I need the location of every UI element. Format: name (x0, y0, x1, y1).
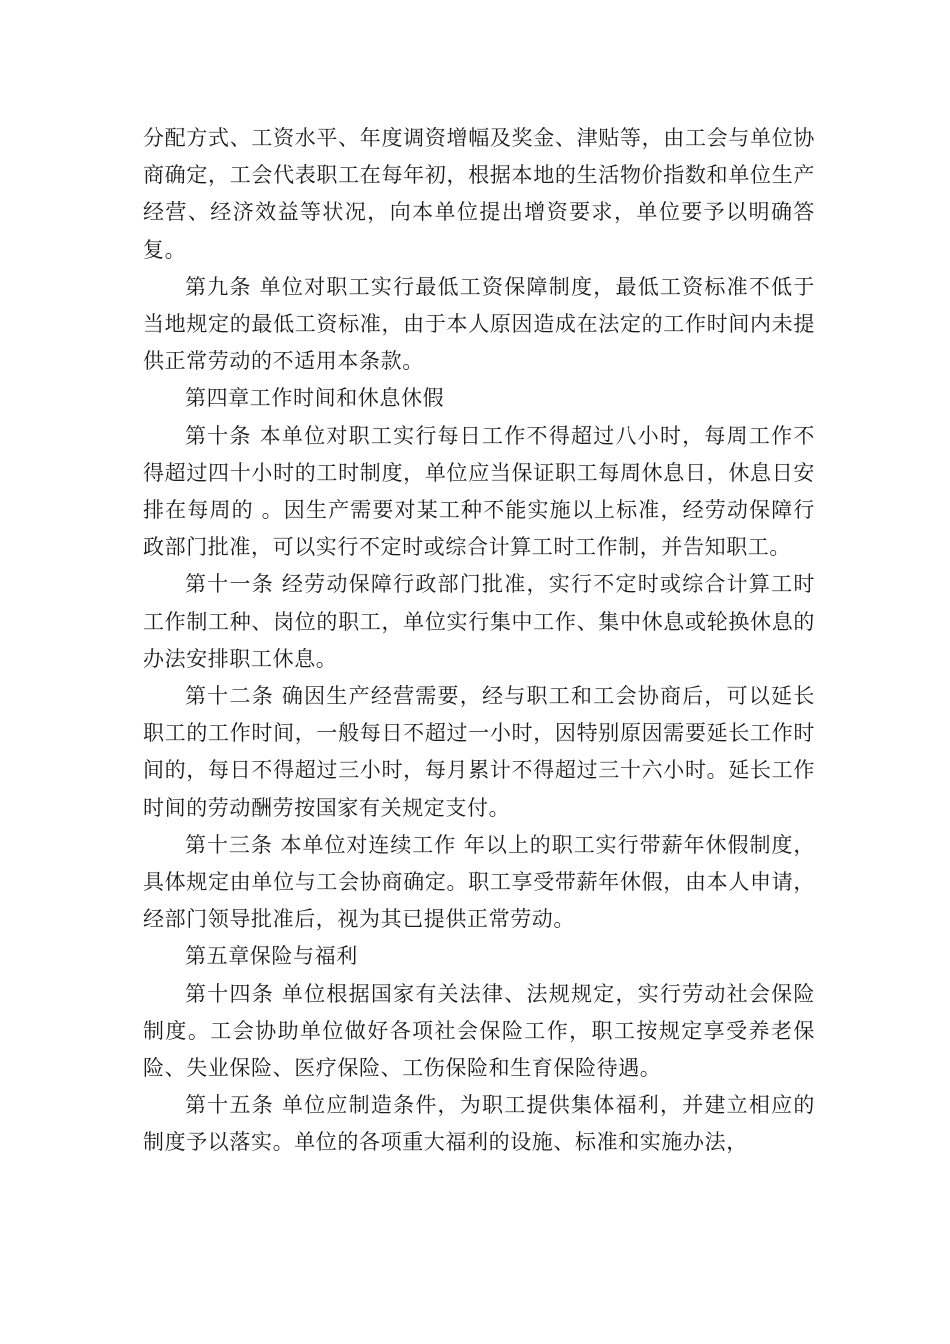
chapter-5-heading: 第五章保险与福利 (185, 944, 358, 969)
paragraph-article-12: 第十二条 确因生产经营需要，经与职工和工会协商后，可以延长职工的工作时间，一般每日不超过一小时，因特别原因需要延长工作时间的，每日不得超过三小时，每月累计不得超过三十六小时。延长工作时间的劳动酬劳按国家有关规定支付。 (143, 684, 815, 820)
chapter-4-heading: 第四章工作时间和休息休假 (185, 386, 445, 411)
paragraph-article-14: 第十四条 单位根据国家有关法律、法规规定，实行劳动社会保险制度。工会协助单位做好各项社会保险工作，职工按规定享受养老保险、失业保险、医疗保险、工伤保险和生育保险待遇。 (143, 981, 815, 1081)
paragraph-article-13: 第十三条 本单位对连续工作 年以上的职工实行带薪年休假制度，具体规定由单位与工会协商确定。职工享受带薪年休假，由本人申请，经部门领导批准后，视为其已提供正常劳动。 (143, 832, 815, 932)
document-body (143, 120, 815, 1162)
paragraph-article-9: 第九条 单位对职工实行最低工资保障制度，最低工资标准不低于当地规定的最低工资标准，由于本人原因造成在法定的工作时间内未提供正常劳动的不适用本条款。 (143, 274, 815, 374)
paragraph-article-11: 第十一条 经劳动保障行政部门批准，实行不定时或综合计算工时工作制工种、岗位的职工，单位实行集中工作、集中休息或轮换休息的办法安排职工休息。 (143, 572, 815, 671)
paragraph-article-15: 第十五条 单位应制造条件，为职工提供集体福利，并建立相应的制度予以落实。单位的各项重大福利的设施、标准和实施办法， (143, 1093, 815, 1155)
paragraph-wage-distribution: 分配方式、工资水平、年度调资增幅及奖金、津贴等，由工会与单位协商确定，工会代表职工在每年初，根据本地的生活物价指数和单位生产经营、经济效益等状况，向本单位提出增资要求，单位要予以明确答复。 (143, 126, 815, 262)
paragraph-article-10: 第十条 本单位对职工实行每日工作不得超过八小时，每周工作不得超过四十小时的工时制度，单位应当保证职工每周休息日，休息日安排在每周的 。因生产需要对某工种不能实施以上标准，经劳动保障行政部门批准，可以实行不定时或综合计算工时工作制，并告知职工。 (143, 423, 815, 560)
